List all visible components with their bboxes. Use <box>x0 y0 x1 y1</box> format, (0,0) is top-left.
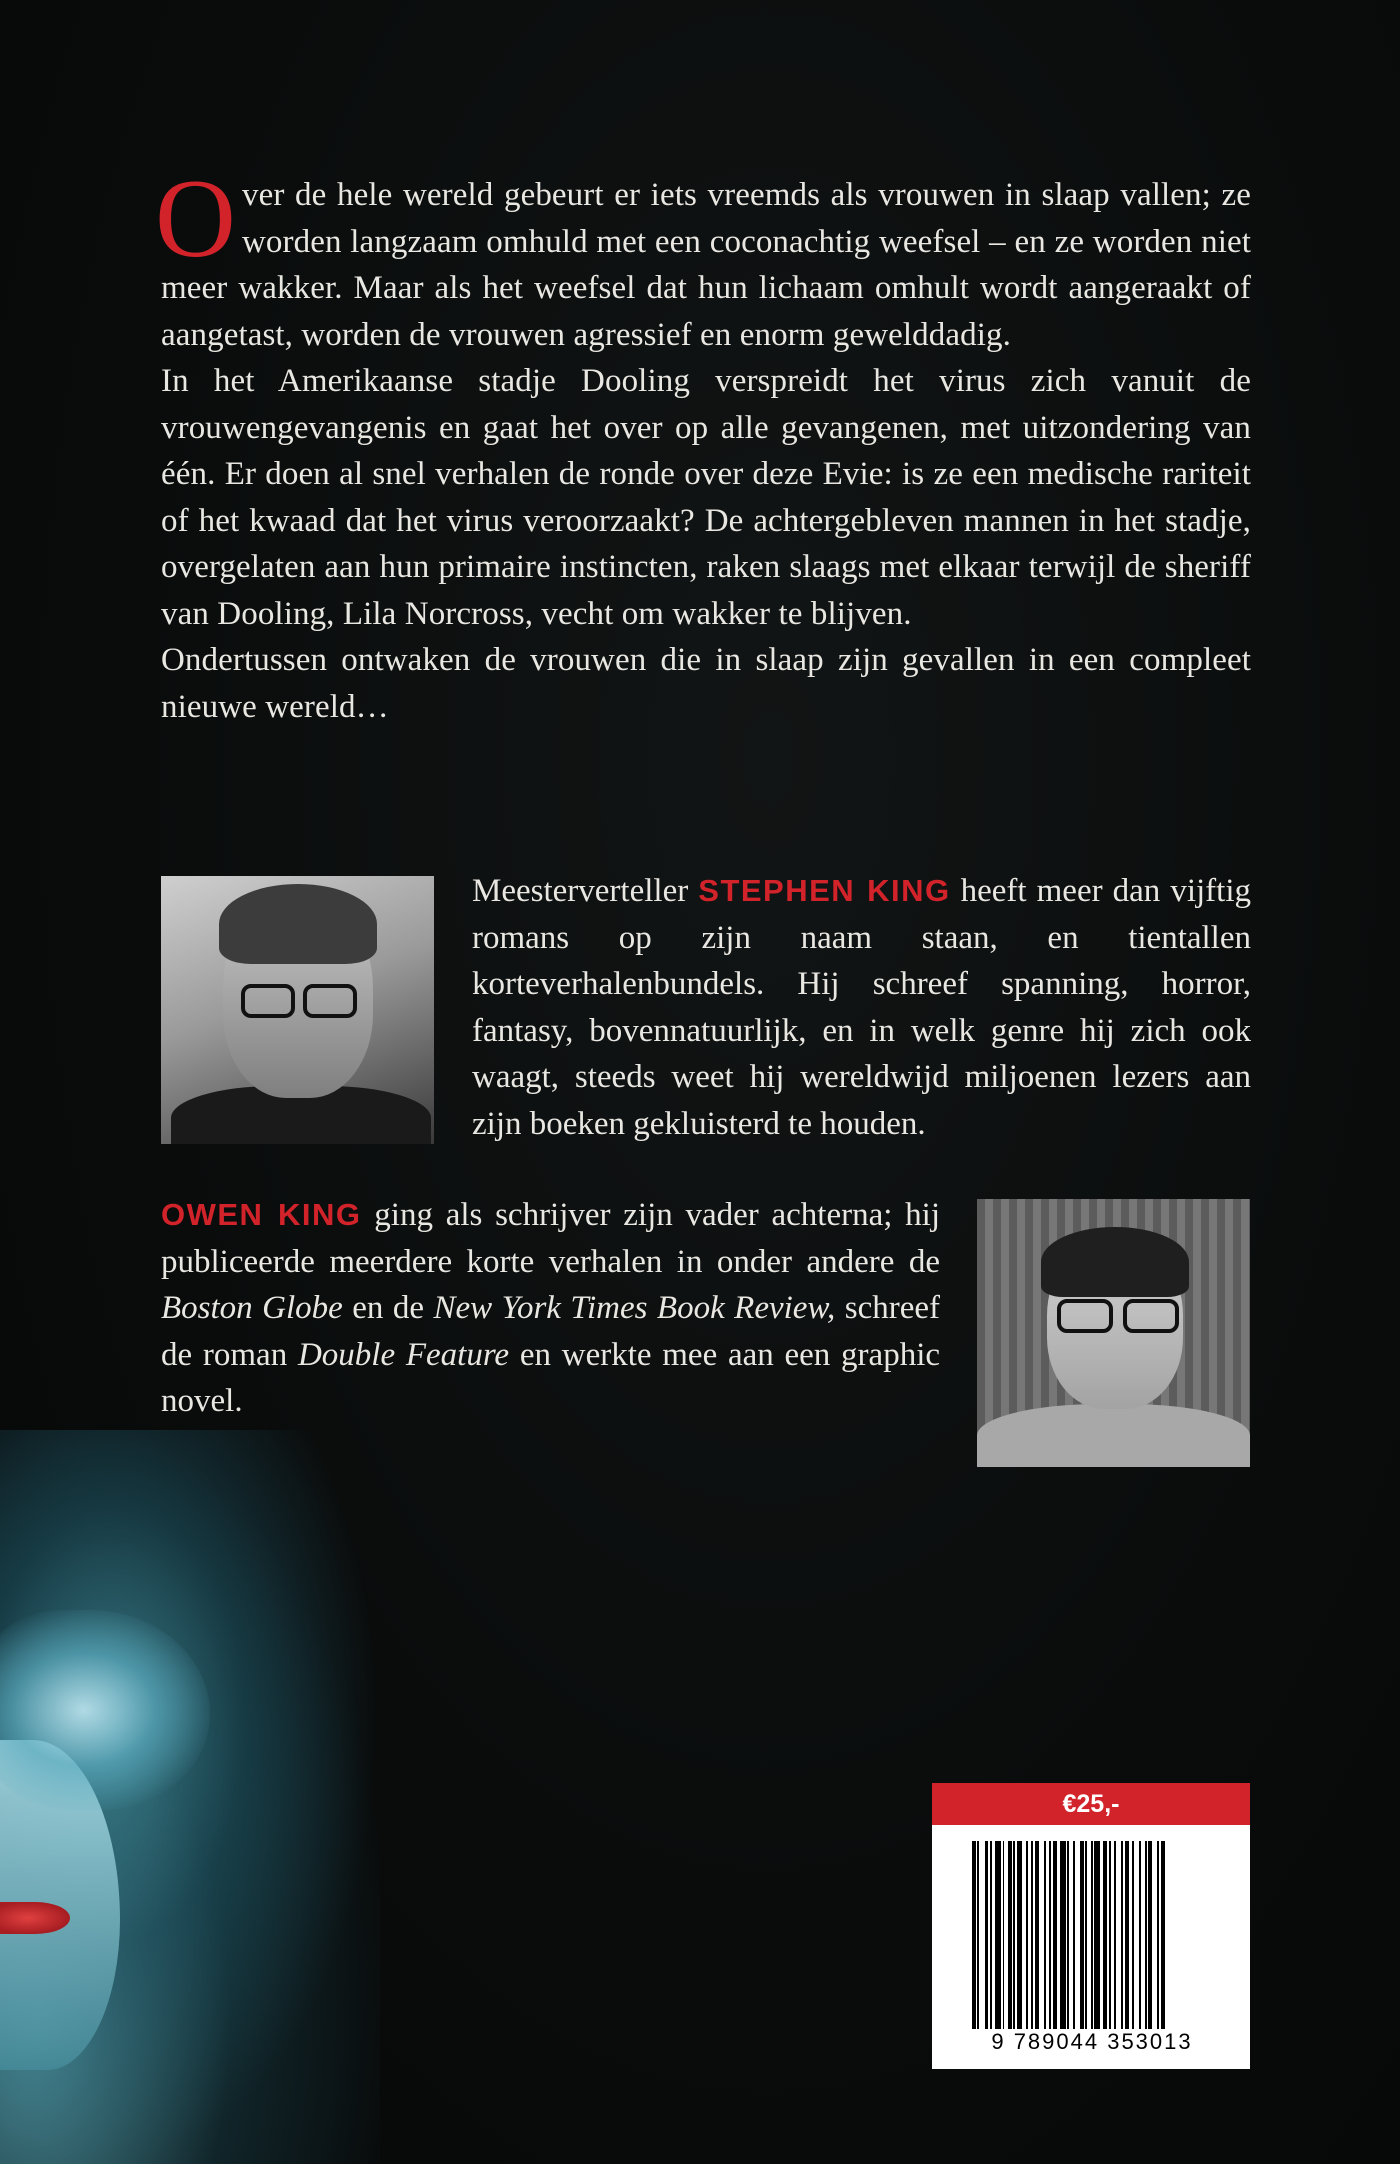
barcode-label <box>932 1783 1250 2069</box>
bio-lead: Meesterverteller <box>472 873 699 909</box>
author-name-stephen: STEPHEN KING <box>698 873 951 908</box>
price-tag: €25,- <box>932 1783 1250 1825</box>
publication-title: Boston Globe <box>161 1290 343 1326</box>
bio-text: heeft meer dan vijftig romans op zijn naam staan, en tientallen korteverhalenbundels. Hij schreef spanning, horror, fantasy, bovennatuurlijk, en in welk genre hij zich ook waagt, steeds weet hij wereldwijd miljoenen lezers aan zijn boeken gekluisterd te houden. <box>472 873 1251 1142</box>
isbn-number: 9 789044 353013 <box>991 2029 1193 2054</box>
synopsis-paragraph-2: In het Amerikaanse stadje Dooling verspreidt het virus zich vanuit de vrouwengevangenis en gaat het over op alle gevangenen, met uitzondering van één. Er doen al snel verhalen de ronde over deze Evie: is ze een medische rariteit of het kwaad dat het virus veroorzaakt? De achtergebleven mannen in het stadje, overgelaten aan hun primaire instincten, raken slaags met elkaar terwijl de sheriff van Dooling, Lila Norcross, vecht om wakker te blijven. <box>161 363 1251 632</box>
red-lips-image <box>0 1902 70 1934</box>
author-name-owen: OWEN KING <box>161 1197 362 1232</box>
publication-title: New York Times Book Review, <box>433 1290 836 1326</box>
stephen-king-bio <box>472 868 1251 1147</box>
synopsis <box>155 157 1251 730</box>
owen-king-photo <box>977 1199 1250 1467</box>
synopsis-paragraph-1 <box>155 157 1251 358</box>
novel-title: Double Feature <box>297 1336 510 1373</box>
stephen-king-photo <box>161 876 434 1144</box>
drop-cap: O <box>155 157 236 281</box>
synopsis-paragraph-3: Ondertussen ontwaken de vrouwen die in slaap zijn gevallen in een compleet nieuwe wereld… <box>161 642 1251 725</box>
synopsis-text-1: ver de hele wereld gebeurt er iets vreemds als vrouwen in slaap vallen; ze worden langzaam omhuld met een coconachtig weefsel – en ze worden niet meer wakker. Maar als het weefsel dat hun lichaam omhult wordt aangeraakt of aangetast, worden de vrouwen agressief en enorm gewelddadig. <box>161 177 1251 353</box>
owen-king-bio: OWEN KING ging als schrijver zijn vader achterna; hij publiceerde meerdere korte verhalen in onder andere de Boston Globe en de New York Times Book Review, schreef de roman Double Feature en werkte mee aan een graphic novel. <box>161 1197 941 1419</box>
isbn-barcode <box>972 1841 1210 2029</box>
